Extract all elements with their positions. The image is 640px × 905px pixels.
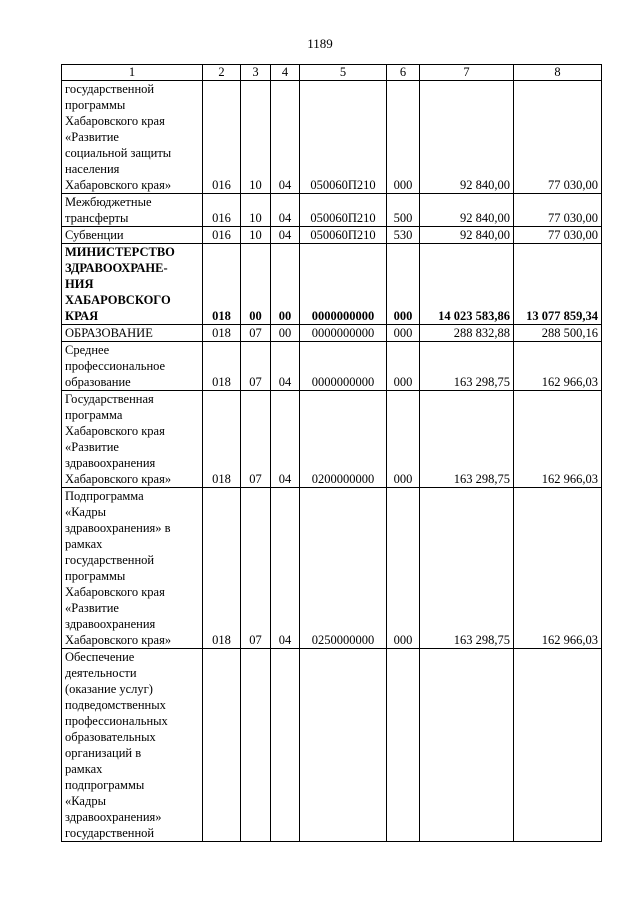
row-name-line: «Развитие	[65, 130, 119, 144]
row-name-line: Хабаровского края»	[65, 472, 172, 486]
section-code-cell: 07	[241, 488, 271, 649]
target-article-cell: 0000000000	[300, 325, 387, 342]
row-name-line: здравоохранения» в	[65, 521, 171, 535]
column-header: 6	[387, 65, 420, 81]
table-row	[62, 488, 602, 649]
subsection-code-cell	[271, 649, 300, 842]
table-body	[62, 81, 602, 842]
ministry-code-cell: 018	[203, 488, 241, 649]
expense-type-cell	[387, 649, 420, 842]
target-article-cell: 0000000000	[300, 342, 387, 391]
row-name-line: «Кадры	[65, 794, 106, 808]
amount-year2-cell	[514, 649, 602, 842]
row-name-line: здравоохранения»	[65, 810, 162, 824]
expense-type-cell: 530	[387, 227, 420, 244]
row-name-line: здравоохранения	[65, 456, 156, 470]
row-name-line: Межбюджетные	[65, 195, 152, 209]
expense-type-cell: 000	[387, 342, 420, 391]
table-row	[62, 244, 602, 325]
row-name-line: Хабаровского края»	[65, 633, 172, 647]
column-header: 4	[271, 65, 300, 81]
ministry-code-cell: 016	[203, 227, 241, 244]
row-name-cell	[62, 194, 203, 227]
section-code-cell: 00	[241, 244, 271, 325]
table-row	[62, 227, 602, 244]
budget-table	[61, 64, 602, 842]
row-name-line: Среднее	[65, 343, 110, 357]
page-number: 1189	[307, 36, 333, 51]
row-name-line: подпрограммы	[65, 778, 145, 792]
amount-year2-cell: 77 030,00	[514, 227, 602, 244]
row-name-line: образовательных	[65, 730, 156, 744]
expense-type-cell: 000	[387, 391, 420, 488]
target-article-cell: 050060П210	[300, 227, 387, 244]
row-name-line: деятельности	[65, 666, 137, 680]
target-article-cell: 050060П210	[300, 81, 387, 194]
column-header: 3	[241, 65, 271, 81]
subsection-code-cell: 04	[271, 391, 300, 488]
row-name-line: НИЯ	[65, 277, 94, 291]
section-code-cell: 07	[241, 342, 271, 391]
amount-year1-cell: 92 840,00	[420, 227, 514, 244]
row-name-line: ОБРАЗОВАНИЕ	[65, 326, 153, 340]
row-name-line: «Развитие	[65, 601, 119, 615]
row-name-line: государственной	[65, 826, 155, 840]
ministry-code-cell: 018	[203, 342, 241, 391]
column-header: 7	[420, 65, 514, 81]
ministry-code-cell: 018	[203, 244, 241, 325]
amount-year2-cell: 288 500,16	[514, 325, 602, 342]
row-name-line: «Развитие	[65, 440, 119, 454]
row-name-cell	[62, 488, 203, 649]
target-article-cell: 0000000000	[300, 244, 387, 325]
row-name-line: населения	[65, 162, 120, 176]
expense-type-cell: 000	[387, 244, 420, 325]
row-name-cell	[62, 81, 203, 194]
amount-year1-cell: 92 840,00	[420, 81, 514, 194]
row-name-line: «Кадры	[65, 505, 106, 519]
table-row	[62, 391, 602, 488]
amount-year1-cell: 14 023 583,86	[420, 244, 514, 325]
row-name-line: образование	[65, 375, 131, 389]
section-code-cell: 07	[241, 325, 271, 342]
ministry-code-cell: 018	[203, 391, 241, 488]
subsection-code-cell: 00	[271, 244, 300, 325]
table-row	[62, 342, 602, 391]
row-name-cell	[62, 244, 203, 325]
amount-year1-cell: 163 298,75	[420, 342, 514, 391]
section-code-cell: 07	[241, 391, 271, 488]
row-name-line: Государственная	[65, 392, 154, 406]
expense-type-cell: 000	[387, 325, 420, 342]
row-name-line: Обеспечение	[65, 650, 135, 664]
ministry-code-cell	[203, 649, 241, 842]
section-code-cell: 10	[241, 81, 271, 194]
row-name-line: Хабаровского края»	[65, 178, 172, 192]
amount-year1-cell: 163 298,75	[420, 488, 514, 649]
amount-year2-cell: 162 966,03	[514, 342, 602, 391]
expense-type-cell: 000	[387, 488, 420, 649]
ministry-code-cell: 016	[203, 81, 241, 194]
amount-year2-cell: 77 030,00	[514, 81, 602, 194]
ministry-code-cell: 018	[203, 325, 241, 342]
row-name-line: КРАЯ	[65, 309, 99, 323]
subsection-code-cell: 04	[271, 194, 300, 227]
target-article-cell: 0200000000	[300, 391, 387, 488]
table-row	[62, 81, 602, 194]
row-name-line: здравоохранения	[65, 617, 156, 631]
column-header: 1	[62, 65, 203, 81]
row-name-line: рамках	[65, 762, 103, 776]
row-name-line: государственной	[65, 82, 155, 96]
subsection-code-cell: 04	[271, 488, 300, 649]
ministry-code-cell: 016	[203, 194, 241, 227]
subsection-code-cell: 04	[271, 81, 300, 194]
row-name-line: МИНИСТЕРСТВО	[65, 245, 175, 259]
table-row	[62, 649, 602, 842]
row-name-line: организаций в	[65, 746, 142, 760]
row-name-line: Хабаровского края	[65, 424, 165, 438]
row-name-line: социальной защиты	[65, 146, 172, 160]
row-name-line: подведомственных	[65, 698, 166, 712]
column-header: 8	[514, 65, 602, 81]
row-name-cell	[62, 325, 203, 342]
amount-year2-cell: 77 030,00	[514, 194, 602, 227]
amount-year1-cell	[420, 649, 514, 842]
subsection-code-cell: 04	[271, 342, 300, 391]
row-name-line: ХАБАРОВСКОГО	[65, 293, 171, 307]
expense-type-cell: 000	[387, 81, 420, 194]
column-header: 5	[300, 65, 387, 81]
header-row	[62, 65, 602, 81]
row-name-line: государственной	[65, 553, 155, 567]
section-code-cell: 10	[241, 227, 271, 244]
row-name-line: программа	[65, 408, 123, 422]
row-name-line: Хабаровского края	[65, 585, 165, 599]
amount-year1-cell: 163 298,75	[420, 391, 514, 488]
column-header: 2	[203, 65, 241, 81]
row-name-cell	[62, 227, 203, 244]
amount-year1-cell: 92 840,00	[420, 194, 514, 227]
table-row	[62, 325, 602, 342]
target-article-cell: 0250000000	[300, 488, 387, 649]
row-name-line: профессиональных	[65, 714, 168, 728]
row-name-line: Субвенции	[65, 228, 124, 242]
section-code-cell	[241, 649, 271, 842]
subsection-code-cell: 04	[271, 227, 300, 244]
row-name-line: ЗДРАВООХРАНЕ-	[65, 261, 168, 275]
row-name-line: Подпрограмма	[65, 489, 144, 503]
amount-year1-cell: 288 832,88	[420, 325, 514, 342]
row-name-line: рамках	[65, 537, 103, 551]
row-name-line: программы	[65, 98, 126, 112]
amount-year2-cell: 162 966,03	[514, 488, 602, 649]
row-name-cell	[62, 342, 203, 391]
row-name-cell	[62, 391, 203, 488]
subsection-code-cell: 00	[271, 325, 300, 342]
row-name-cell	[62, 649, 203, 842]
row-name-line: программы	[65, 569, 126, 583]
section-code-cell: 10	[241, 194, 271, 227]
table-row	[62, 194, 602, 227]
expense-type-cell: 500	[387, 194, 420, 227]
row-name-line: трансферты	[65, 211, 129, 225]
row-name-line: профессиональное	[65, 359, 166, 373]
target-article-cell	[300, 649, 387, 842]
row-name-line: (оказание услуг)	[65, 682, 153, 696]
amount-year2-cell: 13 077 859,34	[514, 244, 602, 325]
amount-year2-cell: 162 966,03	[514, 391, 602, 488]
target-article-cell: 050060П210	[300, 194, 387, 227]
row-name-line: Хабаровского края	[65, 114, 165, 128]
